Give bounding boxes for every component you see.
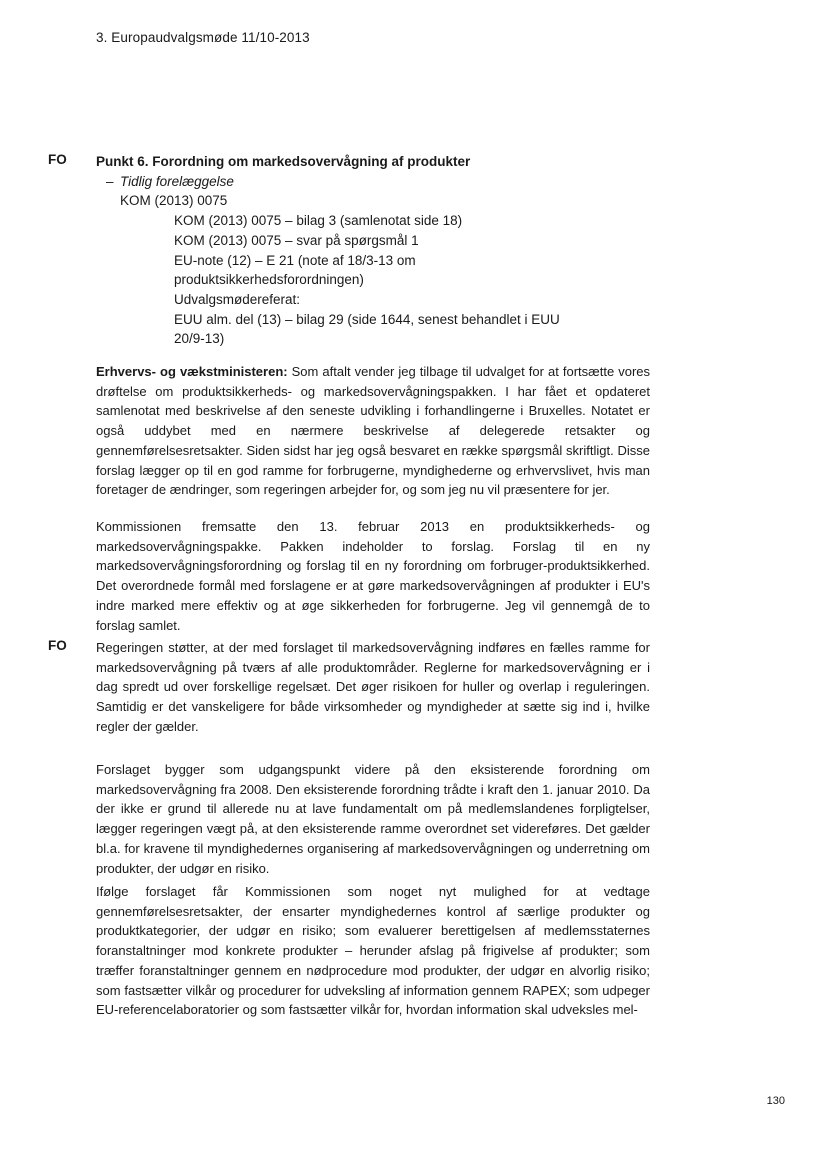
dash-bullet: – — [106, 173, 114, 189]
speaker-label: Erhvervs- og vækstministeren: — [96, 364, 288, 379]
page-number: 130 — [766, 1095, 785, 1107]
agenda-item — [96, 152, 656, 349]
reference-line: 20/9-13) — [174, 331, 225, 347]
agenda-kom-reference: KOM (2013) 0075 — [120, 193, 228, 209]
reference-line: KOM (2013) 0075 – svar på spørgsmål 1 — [174, 232, 419, 248]
margin-tag: FO — [48, 638, 67, 653]
paragraph: Ifølge forslaget får Kommissionen som noget nyt mulighed for at vedtage gennemførelsesretsakter, der ensarter myndighedernes kontrol af særlige produkter og produktkategorier, der udgør en risiko; som evaluerer berettigelsen af medlemsstaternes foranstaltninger mod konkrete produkter – herunder afslag på frigivelse af produkter; som træffer foranstaltninger gennem en nødprocedure mod produkter, der udgør en alvorlig risiko; som fastsætter vilkår og procedurer for udveksling af information gennem RAPEX; som udpeger EU-referencelaboratorier og som fastsætter vilkår for, hvordan information skal udveksles mel- — [96, 884, 650, 1018]
reference-list — [96, 211, 656, 349]
reference-line: produktsikkerhedsforordningen) — [174, 272, 364, 288]
reference-line: KOM (2013) 0075 – bilag 3 (samlenotat side 18) — [174, 213, 463, 229]
reference-line: EU-note (12) – E 21 (note af 18/3-13 om — [174, 252, 416, 268]
paragraph: Forslaget bygger som udgangspunkt videre på den eksisterende forordning om markedsovervågning fra 2008. Den eksisterende forordning trådte i kraft den 1. januar 2010. Da der ikke er grund til allerede nu at lave fundamentalt om på medlemslandenes forpligtelser, lægger regeringen vægt på, at den eksisterende ramme overordnet set videreføres. Det gælder bl.a. for kravene til myndighedernes organisering af markedsovervågningen og underretning om produkter, der udgør en risiko. — [96, 762, 650, 876]
paragraph: Kommissionen fremsatte den 13. februar 2013 en produktsikkerheds- og markedsovervågningspakke. Pakken indeholder to forslag. Forslag til en ny markedsovervågningsforordning og forslag til en ny forordning om forbruger-produktsikkerhed. Det overordnede formål med forslagene er at gøre markedsovervågningen af produkter i EU's indre marked mere effektiv og at øge sikkerheden for forbrugerne. Jeg vil gennemgå de to forslag samlet. — [96, 519, 650, 633]
agenda-title: Punkt 6. Forordning om markedsovervågning af produkter — [96, 154, 471, 169]
paragraph-minister-statement — [96, 362, 650, 500]
agenda-subtitle-text: Tidlig forelæggelse — [120, 173, 234, 189]
agenda-subtitle — [96, 172, 656, 192]
margin-tag: FO — [48, 152, 67, 167]
paragraph: Regeringen støtter, at der med forslaget til markedsovervågning indføres en fælles ramme for markedsovervågning på tværs af alle produktområder. Reglerne for markedsovervågning er i dag spredt ud over forskellige regelsæt. Det øger risikoen for huller og overlap i reguleringen. Samtidig er det vanskeligere for både virksomheder og myndigheder at sætte sig ind i, hvilke regler der gælder. — [96, 640, 650, 734]
paragraph-text: Som aftalt vender jeg tilbage til udvalget for at fortsætte vores drøftelse om produktsikkerheds- og markedsovervågningspakken. I har fået et opdateret samlenotat med beskrivelse af den seneste udvikling i forhandlingerne i Bruxelles. Notatet er også uddybet med en nærmere beskrivelse af delegerede retsakter og gennemførelsesretsakter. Siden sidst har jeg også besvaret en række spørgsmål skriftligt. Disse forslag lægger op til en god ramme for forbrugerne, myndighederne og erhvervslivet, hvis man foretager de ændringer, som regeringen arbejder for, og som jeg nu vil præsentere for jer. — [96, 364, 650, 498]
reference-line: Udvalgsmødereferat: — [174, 291, 301, 307]
page-header: 3. Europaudvalgsmøde 11/10-2013 — [96, 30, 310, 45]
reference-line: EUU alm. del (13) – bilag 29 (side 1644, senest behandlet i EUU — [174, 311, 560, 327]
